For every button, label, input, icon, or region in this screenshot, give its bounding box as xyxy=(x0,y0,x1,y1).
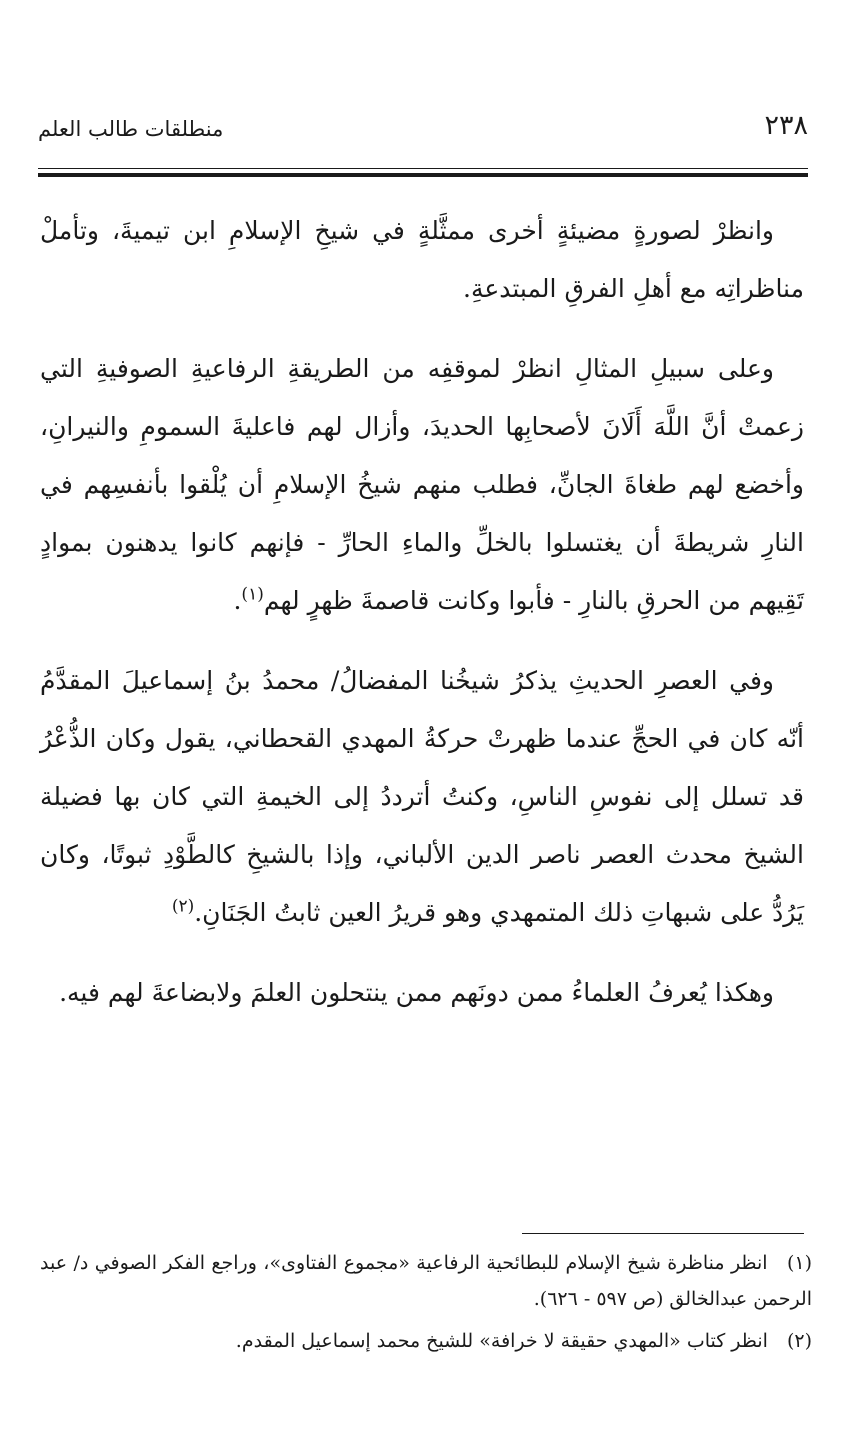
footnote-text: انظر كتاب «المهدي حقيقة لا خرافة» للشيخ محمد إسماعيل المقدم. xyxy=(235,1330,768,1352)
paragraph-2: وعلى سبيلِ المثالِ انظرْ لموقفِه من الطريقةِ الرفاعيةِ الصوفيةِ التي زعمتْ أنَّ اللَّهَ أَلَانَ لأصحابِها الحديدَ، وأزال لهم فاعليةَ السمومِ والنيرانِ، وأخضع لهم طغاةَ الجانِّ، فطلب منهم شيخُ الإسلامِ أن يُلْقوا بأنفسِهم في النارِ شريطةَ أن يغتسلوا بالخلِّ والماءِ الحارِّ - فإنهم كانوا يدهنون بموادٍ تَقِيهم من الحرقِ بالنارِ - فأبوا وكانت قاصمةَ ظهرٍ لهم$^{(١)}$. xyxy=(40,354,804,615)
footnote-text: انظر مناظرة شيخ الإسلام للبطائحية الرفاعية «مجموع الفتاوى»، وراجع الفكر الصوفي د/ عبد الرحمن عبدالخالق (ص ٥٩٧ - ٦٢٦). xyxy=(40,1252,812,1310)
page-number: ٢٣٨ xyxy=(764,110,808,141)
paragraph-text: وعلى سبيلِ المثالِ انظرْ لموقفِه من الطريقةِ الرفاعيةِ الصوفيةِ التي زعمتْ أنَّ اللَّهَ أَلَانَ لأصحابِها الحديدَ، وأزال لهم فاعليةَ السمومِ والنيرانِ، وأخضع لهم طغاةَ الجانِّ، فطلب منهم شيخُ الإسلامِ أن يُلْقوا بأنفسِهم في النارِ شريطةَ أن يغتسلوا بالخلِّ والماءِ الحارِّ - فإنهم كانوا يدهنون بموادٍ تَقِيهم من الحرقِ بالنارِ - فأبوا وكانت قاصمةَ ظهرٍ لهم xyxy=(40,354,804,615)
paragraph-text: وانظرْ لصورةٍ مضيئةٍ أخرى ممثَّلةٍ في شيخِ الإسلامِ ابن تيميةَ، وتأملْ مناظراتِه مع أهلِ الفرقِ المبتدعةِ. xyxy=(40,216,804,303)
header-rule-thin xyxy=(38,168,808,169)
footnote-separator xyxy=(522,1233,804,1234)
footnote-1 xyxy=(40,1245,812,1317)
footnote-ref-2: (٢) xyxy=(171,896,195,917)
footnote-number: (١) xyxy=(786,1252,812,1274)
paragraph-3 xyxy=(40,652,804,942)
paragraph-text: وفي العصرِ الحديثِ يذكرُ شيخُنا المفضالُ/ محمدُ بنُ إسماعيلَ المقدَّمُ أنّه كان في الحجِّ عندما ظهرتْ حركةُ المهدي القحطاني، يقول وكان الذُّعْرُ قد تسلل إلى نفوسِ الناسِ، وكنتُ أترددُ إلى الخيمةِ التي كان بها فضيلة الشيخ محدث العصر ناصر الدين الألباني، وإذا بالشيخِ كالطَّوْدِ ثبوتًا، وكان يَرُدُّ على شبهاتِ ذلك المتمهدي وهو قريرُ العين ثابتُ الجَنَانِ. xyxy=(40,666,804,927)
paragraph-1 xyxy=(40,202,804,318)
paragraph-4 xyxy=(40,964,804,1022)
page-header xyxy=(38,108,808,148)
footnotes xyxy=(40,1245,812,1365)
running-title: منطلقات طالب العلم xyxy=(38,117,224,141)
footnote-ref-1: (١) xyxy=(241,584,264,605)
paragraph-text: وهكذا يُعرفُ العلماءُ ممن دونَهم ممن ينتحلون العلمَ ولابضاعةَ لهم فيه. xyxy=(59,978,774,1007)
header-rule-thick xyxy=(38,173,808,177)
main-text xyxy=(40,202,804,1044)
footnote-number: (٢) xyxy=(786,1330,812,1352)
footnote-2 xyxy=(40,1323,812,1359)
